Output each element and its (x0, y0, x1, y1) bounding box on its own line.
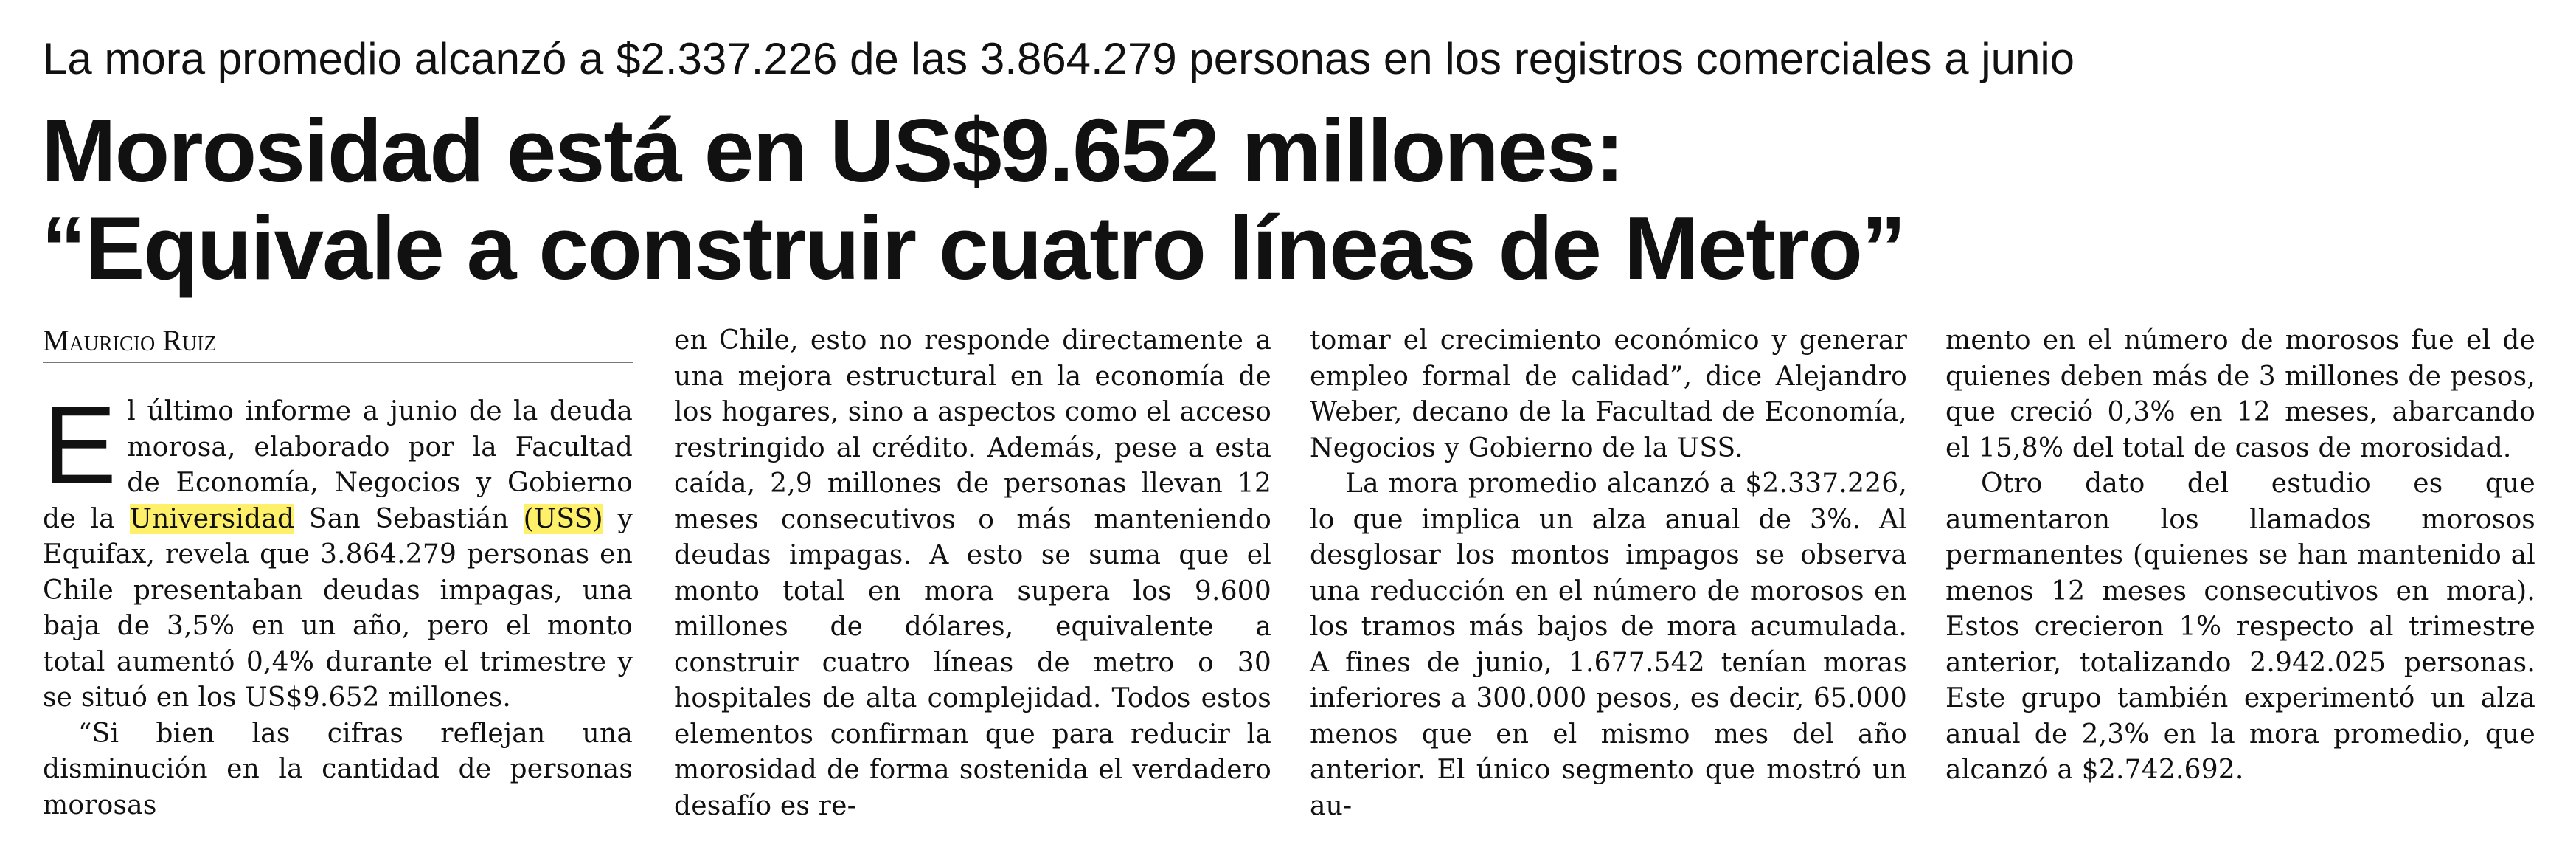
column-3-paragraph-1: tomar el crecimiento económico y generar empleo formal de calidad”, dice Alejandro Weber, decano de la Facultad de Economía, Negocios y Gobierno de la USS. (1310, 325, 1907, 463)
highlighted-text: Universidad (129, 503, 295, 534)
column-1-paragraph-1 (43, 383, 633, 716)
article-kicker: La mora promedio alcanzó a $2.337.226 de las 3.864.279 personas en los registros comerciales a junio (43, 34, 2075, 83)
paragraph-text: l último informe a junio de la deuda morosa, elaborado por la Facultad de Economía, Negocios y Gobierno de la (43, 396, 633, 534)
article-column-4 (1945, 323, 2535, 840)
article-column-2 (674, 323, 1271, 840)
drop-cap: E (43, 383, 117, 507)
column-4-paragraph-2: Otro dato del estudio es que aumentaron los llamados morosos permanentes (quienes se han mantenido al menos 12 meses consecutivos en mora). Estos crecieron 1% respecto al trimestre anterior, totalizando 2.942.025 personas. Este grupo también experimentó un alza anual de 2,3% en la mora promedio, que alcanzó a $2.742.692. (1945, 468, 2535, 785)
article-byline: Mauricio Ruiz (43, 323, 633, 363)
column-4-paragraph-1: mento en el número de morosos fue el de quienes deben más de 3 millones de pesos, que creció 0,3% en 12 meses, abarcando el 15,8% del total de casos de morosidad. (1945, 325, 2535, 463)
column-3-paragraph-2: La mora promedio alcanzó a $2.337.226, lo que implica un alza anual de 3%. Al desglosar los montos impagos se observa una reducción en el número de morosos en los tramos más bajos de mora acumulada. A fines de junio, 1.677.542 tenían moras inferiores a 300.000 pesos, es decir, 65.000 menos que en el mismo mes del año anterior. El único segmento que mostró un au- (1310, 468, 1907, 821)
column-2-paragraph-1: en Chile, esto no responde directamente a una mejora estructural en la economía de los hogares, sino a aspectos como el acceso restringido al crédito. Además, pese a esta caída, 2,9 millones de personas llevan 12 meses consecutivos o más manteniendo deudas impagas. A esto se suma que el monto total en mora supera los 9.600 millones de dólares, equivalente a construir cuatro líneas de metro o 30 hospitales de alta complejidad. Todos estos elementos confirman que para reducir la morosidad de forma sostenida el verdadero desafío es re- (674, 325, 1271, 821)
paragraph-text: y Equifax, revela que 3.864.279 personas en Chile presentaban deudas impagas, una baja de 3,5% en un año, pero el monto total aumentó 0,4% durante el trimestre y se situó en los US$9.652 millones. (43, 503, 633, 713)
paragraph-text: San Sebastián (294, 503, 524, 534)
article-headline: Morosidad está en US$9.652 millones: “Equivale a construir cuatro líneas de Metro” (41, 100, 1905, 298)
highlighted-text: (USS) (523, 503, 603, 534)
column-1-paragraph-2: “Si bien las cifras reflejan una disminución en la cantidad de personas morosas (43, 718, 633, 820)
article-column-3 (1310, 323, 1907, 840)
article-column-1 (43, 383, 633, 820)
